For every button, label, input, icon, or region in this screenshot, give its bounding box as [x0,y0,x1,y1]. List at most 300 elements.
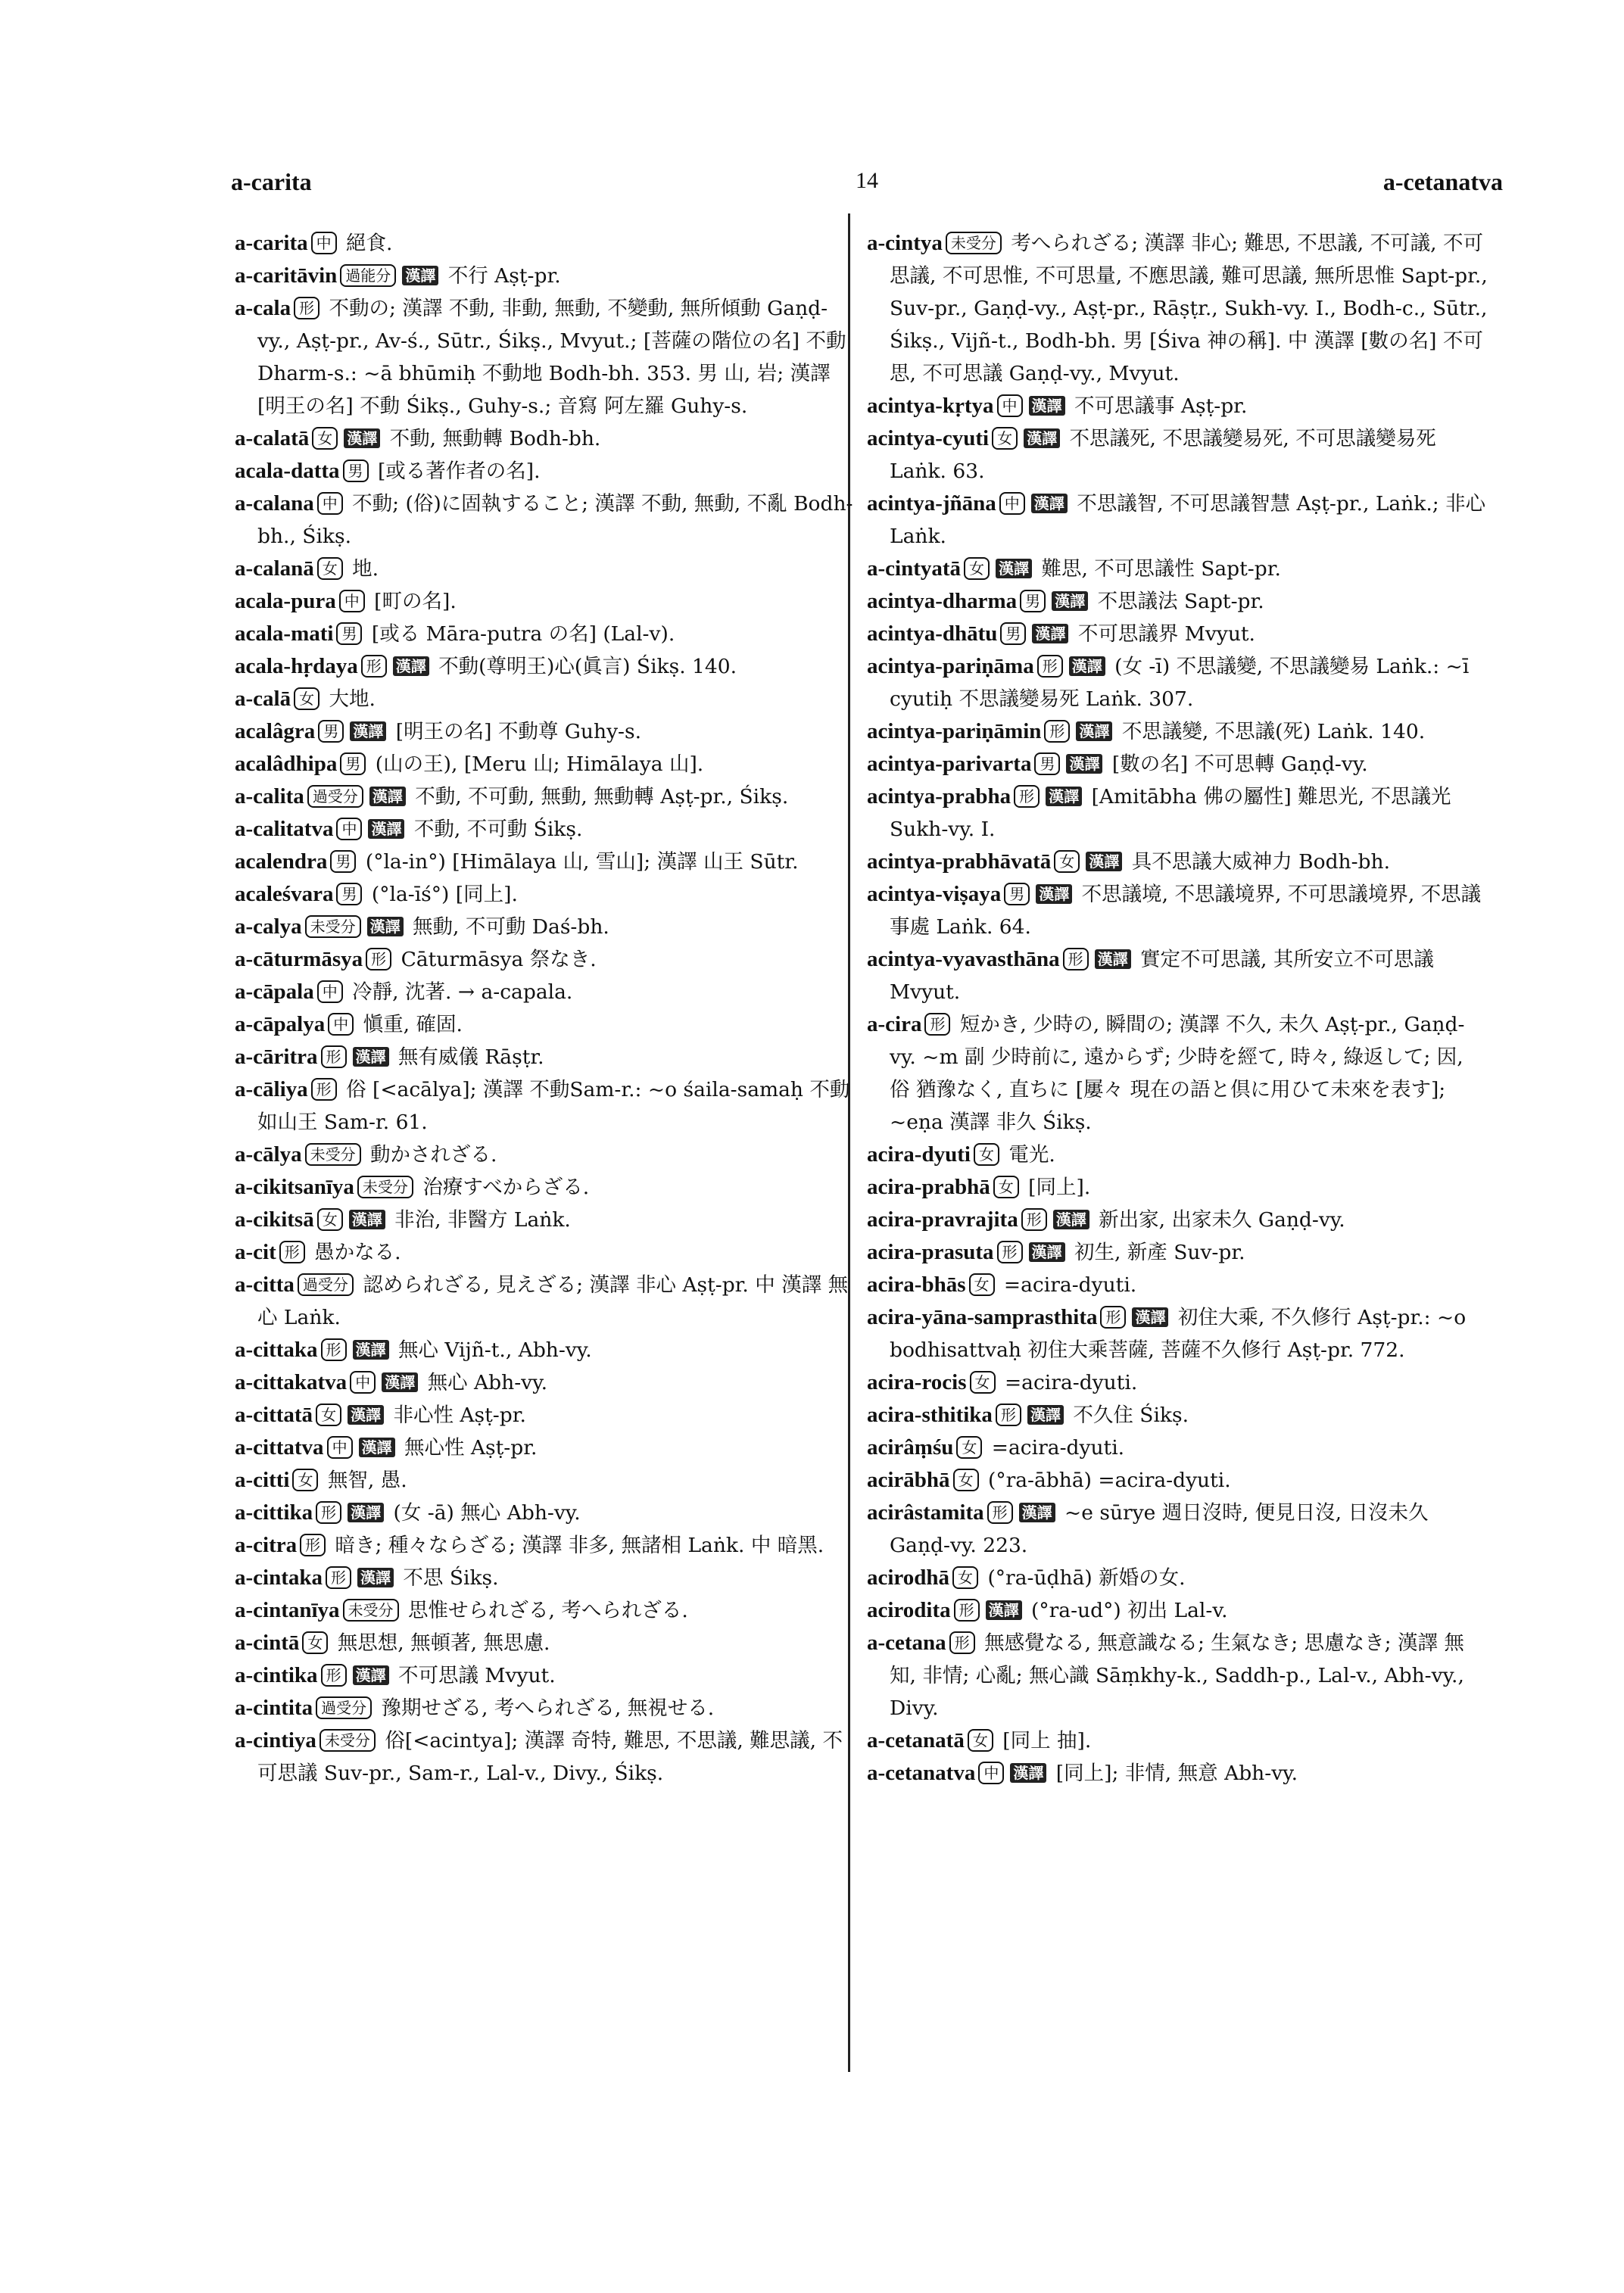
dictionary-entry [235,1139,856,1171]
grammar-marker: 女 [294,687,320,710]
entry-definition: 愼重, 確固. [357,1013,463,1036]
entry-headword: a-cittaka [235,1338,318,1362]
entry-headword: a-cāpalya [235,1012,326,1036]
dictionary-entry [235,553,856,585]
dictionary-entry [235,911,856,943]
entry-definition: 絕食. [339,232,393,255]
entry-definition: 大地. [323,687,376,711]
entry-definition: =acira-dyuti. [985,1436,1125,1460]
dictionary-entry [235,1692,856,1724]
entry-headword: a-citra [235,1533,298,1557]
entry-headword: a-cintanīya [235,1598,340,1622]
entry-definition: [同上]. [1021,1176,1091,1199]
grammar-marker: 中 [317,980,343,1003]
entry-definition: (山の王), [Meru 山; Himālaya 山]. [369,752,704,776]
grammar-marker: 形 [1014,785,1040,808]
entry-definition: (°la-in°) [Himālaya 山, 雪山]; 漢譯 山王 Sūtr. [359,850,799,874]
entry-headword: a-calatā [235,426,310,450]
entry-definition: 不動の; 漢譯 不動, 非動, 無動, 不變動, 無所傾動 Gaṇḍ-vy., Aṣṭ-pr., Av-ś., Sūtr., Śikṣ., Mvyut.; [菩薩の階位の名] 不動 Dharm-s.: ~ā bhūmiḥ 不動地 Bodh-bh. 353. 男 山, 岩; 漢譯 [明王の名] 不動 Śikṣ., Guhy-s.; 音寫 阿左羅 Guhy-s. [257,297,846,418]
entry-headword: a-calita [235,784,304,808]
entry-definition: 不動(尊明王)心(眞言) Śikṣ. 140. [432,655,737,678]
grammar-marker: 女 [969,1273,995,1296]
entry-headword: a-cāliya [235,1077,308,1101]
grammar-marker: 形 [366,948,391,970]
dictionary-entry [235,683,856,715]
dictionary-entry [235,813,856,846]
right-column [867,227,1488,1790]
dictionary-entry [867,553,1488,585]
entry-definition: 認められざる, 見えざる; 漢譯 非心 Aṣṭ-pr. 中 漢譯 無心 Laṅk. [257,1273,849,1329]
dictionary-entry [235,1627,856,1659]
grammar-marker: 未受分 [946,232,1002,254]
dictionary-entry [235,1724,856,1790]
grammar-marker: 形 [321,1338,347,1361]
dictionary-entry [867,748,1488,780]
entry-headword: acirodita [867,1598,951,1622]
entry-definition: 不思議變, 不思議(死) Laṅk. 140. [1115,720,1426,743]
entry-headword: a-cālya [235,1142,302,1167]
entry-headword: acala-pura [235,589,336,613]
dictionary-entry [867,1432,1488,1464]
dictionary-entry [867,780,1488,846]
grammar-marker: 未受分 [357,1176,413,1198]
grammar-marker: 形 [321,1045,347,1068]
dictionary-entry [867,1204,1488,1236]
entry-definition: (°ra-ūḍhā) 新婚の女. [981,1566,1186,1590]
entry-definition: 愚かなる. [307,1241,401,1264]
translation-badge: 漢譯 [348,1503,384,1522]
header-left-guideword: a-carita [231,168,312,195]
entry-definition: 無感覺なる, 無意識なる; 生氣なき; 思慮なき; 漢譯 無知, 非情; 心亂; 無心識 Sāṃkhy-k., Saddh-p., Lal-v., Abh-vy., Divy. [890,1631,1464,1720]
entry-definition: 初住大乘, 不久修行 Aṣṭ-pr.: ~o bodhisattvaḥ 初住大乘菩薩, 菩薩不久修行 Aṣṭ-pr. 772. [890,1306,1467,1362]
dictionary-entry [235,1073,856,1139]
grammar-marker: 過受分 [307,785,363,808]
translation-badge: 漢譯 [986,1600,1022,1620]
grammar-marker: 男 [1000,622,1026,645]
translation-badge: 漢譯 [350,721,386,741]
translation-badge: 漢譯 [1031,494,1068,513]
grammar-marker: 形 [326,1566,351,1589]
translation-badge: 漢譯 [1046,787,1082,806]
dictionary-entry [235,1464,856,1497]
grammar-marker: 男 [336,883,362,905]
entry-headword: a-calitatva [235,817,334,841]
dictionary-entry [235,1594,856,1627]
entry-headword: a-cikitsā [235,1207,314,1232]
entry-headword: a-cikitsanīya [235,1175,354,1199]
dictionary-entry [867,1724,1488,1757]
dictionary-entry [235,260,856,292]
translation-badge: 漢譯 [369,787,406,806]
grammar-marker: 女 [964,557,990,580]
entry-headword: acalâdhipa [235,752,338,776]
grammar-marker: 女 [992,427,1018,450]
entry-definition: [或る Māra-putra の名] (Lal-v). [365,622,675,646]
dictionary-entry [867,227,1488,390]
grammar-marker: 中 [311,232,337,254]
entry-headword: acintya-prabhāvatā [867,849,1052,874]
dictionary-entry [235,1659,856,1692]
grammar-marker: 男 [1020,590,1046,612]
dictionary-entry [867,1464,1488,1497]
grammar-marker: 女 [317,557,343,580]
grammar-marker: 過受分 [298,1273,354,1296]
entry-headword: acintya-dhātu [867,622,998,646]
translation-badge: 漢譯 [359,1438,395,1457]
grammar-marker: 女 [292,1469,318,1491]
entry-definition: 具不思議大威神力 Bodh-bh. [1125,850,1391,874]
grammar-marker: 過能分 [340,264,396,287]
entry-headword: acira-rocis [867,1370,967,1394]
dictionary-entry [235,455,856,488]
entry-definition: 冷靜, 沈著. → a-capala. [345,980,573,1004]
dictionary-entry [235,1399,856,1432]
grammar-marker: 中 [997,394,1023,417]
grammar-marker: 女 [1054,850,1080,873]
grammar-marker: 形 [1100,1306,1126,1329]
grammar-marker: 女 [953,1469,979,1491]
dictionary-entry [867,1497,1488,1562]
entry-definition: [數の名] 不可思轉 Gaṇḍ-vy. [1105,752,1368,776]
entry-definition: 非治, 非醫方 Laṅk. [388,1208,571,1232]
entry-headword: acintya-prabha [867,784,1011,808]
entry-headword: acira-dyuti [867,1142,971,1167]
entry-definition: 動かされざる. [363,1143,497,1167]
entry-definition: 新出家, 出家未久 Gaṇḍ-vy. [1092,1208,1345,1232]
translation-badge: 漢譯 [1053,1210,1089,1229]
dictionary-entry [235,1171,856,1204]
header-right-guideword: a-cetanatva [1382,168,1503,195]
grammar-marker: 女 [302,1631,328,1654]
translation-badge: 漢譯 [1029,396,1065,416]
entry-headword: a-cittakatva [235,1370,348,1394]
entry-definition: 不可思議事 Aṣṭ-pr. [1068,394,1248,418]
grammar-marker: 形 [924,1013,950,1036]
grammar-marker: 男 [318,720,344,743]
translation-badge: 漢譯 [1027,1405,1064,1425]
translation-badge: 漢譯 [402,266,438,285]
entry-headword: acira-prasuta [867,1240,994,1264]
entry-definition: 無智, 愚. [321,1469,407,1492]
grammar-marker: 過受分 [316,1696,372,1719]
entry-definition: ~e sūrye 週日沒時, 便見日沒, 日沒未久 Gaṇḍ-vy. 223. [890,1501,1429,1557]
dictionary-entry [867,878,1488,943]
grammar-marker: 形 [1037,655,1063,678]
entry-definition: 不動, 不可動 Śikṣ. [407,818,583,841]
grammar-marker: 形 [1021,1208,1047,1231]
dictionary-entry [235,488,856,553]
entry-definition: 電光. [1002,1143,1055,1167]
translation-badge: 漢譯 [349,1210,385,1229]
translation-badge: 漢譯 [357,1568,394,1587]
entry-definition: (°ra-ābhā) =acira-dyuti. [981,1469,1231,1492]
entry-definition: 不動; (俗)に固執すること; 漢譯 不動, 無動, 不亂 Bodh-bh., Śikṣ. [257,492,853,548]
translation-badge: 漢譯 [1076,721,1112,741]
grammar-marker: 未受分 [343,1599,399,1622]
entry-headword: acira-bhās [867,1273,966,1297]
dictionary-entry [867,1269,1488,1301]
translation-badge: 漢譯 [382,1372,418,1392]
dictionary-entry [867,1562,1488,1594]
grammar-marker: 形 [1044,720,1070,743]
entry-headword: acintya-parivarta [867,752,1032,776]
translation-badge: 漢譯 [1086,852,1122,871]
entry-definition: 難思, 不可思議性 Sapt-pr. [1035,557,1281,581]
dictionary-entry [867,585,1488,618]
dictionary-entry [235,976,856,1008]
dictionary-entry [235,1432,856,1464]
grammar-marker: 形 [321,1664,347,1687]
entry-definition: 無心 Vijñ-t., Abh-vy. [391,1338,592,1362]
entry-definition: 無心 Abh-vy. [421,1371,548,1394]
dictionary-entry [867,846,1488,878]
dictionary-entry [235,650,856,683]
translation-badge: 漢譯 [1029,1242,1065,1262]
grammar-marker: 形 [1063,948,1089,970]
grammar-marker: 女 [317,1208,343,1231]
translation-badge: 漢譯 [1066,754,1102,774]
entry-headword: a-caritāvin [235,263,338,288]
entry-definition: 初生, 新產 Suv-pr. [1068,1241,1245,1264]
grammar-marker: 女 [968,1729,993,1752]
dictionary-entry [867,618,1488,650]
translation-badge: 漢譯 [353,1047,389,1067]
entry-definition: (女 -ā) 無心 Abh-vy. [387,1501,581,1525]
entry-definition: [同上]; 非情, 無意 Abh-vy. [1049,1762,1298,1785]
translation-badge: 漢譯 [1132,1307,1168,1327]
entry-definition: =acira-dyuti. [997,1273,1137,1297]
dictionary-entry [867,1171,1488,1204]
dictionary-entry [235,780,856,813]
translation-badge: 漢譯 [344,428,380,448]
entry-definition: =acira-dyuti. [998,1371,1138,1394]
grammar-marker: 形 [311,1078,337,1101]
entry-headword: a-cintyatā [867,556,962,581]
entry-headword: a-cāritra [235,1045,318,1069]
grammar-marker: 中 [328,1013,354,1036]
entry-definition: 非心性 Aṣṭ-pr. [387,1404,526,1427]
grammar-marker: 中 [317,492,343,515]
entry-headword: acintya-viṣaya [867,882,1002,906]
grammar-marker: 中 [978,1762,1004,1784]
entry-definition: 不思議法 Sapt-pr. [1091,590,1264,613]
translation-badge: 漢譯 [1010,1763,1046,1783]
entry-headword: acintya-pariṇāmin [867,719,1042,743]
grammar-marker: 形 [300,1534,326,1556]
entry-headword: a-cetana [867,1631,946,1655]
grammar-marker: 中 [339,590,365,612]
entry-headword: acalâgra [235,719,316,743]
grammar-marker: 形 [954,1599,980,1622]
entry-definition: 地. [345,557,379,581]
translation-badge: 漢譯 [1032,624,1068,643]
grammar-marker: 男 [1034,752,1060,775]
entry-definition: 無有威儀 Rāṣṭr. [391,1045,544,1069]
entry-definition: 不動, 不可動, 無動, 無動轉 Aṣṭ-pr., Śikṣ. [408,785,789,808]
grammar-marker: 形 [949,1631,975,1654]
grammar-marker: 未受分 [305,915,361,938]
entry-definition: 不動, 無動轉 Bodh-bh. [383,427,601,450]
translation-badge: 漢譯 [1052,591,1088,611]
entry-definition: [或る著作者の名]. [371,460,541,483]
translation-badge: 漢譯 [1036,884,1072,904]
entry-definition: (女 -ī) 不思議變, 不思議變易 Laṅk.: ~ī cyutiḥ 不思議變易死 Laṅk. 307. [890,655,1470,711]
entry-headword: acintya-dharma [867,589,1018,613]
entry-headword: a-cetanatva [867,1761,976,1785]
entry-headword: a-cetanatā [867,1728,965,1752]
dictionary-entry [235,748,856,780]
translation-badge: 漢譯 [348,1405,384,1425]
page-number: 14 [856,168,878,193]
dictionary-entry [867,1399,1488,1432]
entry-headword: acintya-jñāna [867,491,996,516]
grammar-marker: 男 [330,850,356,873]
entry-headword: a-cāpala [235,980,314,1004]
grammar-marker: 形 [996,1404,1021,1426]
dictionary-entry [235,1562,856,1594]
grammar-marker: 女 [316,1404,341,1426]
translation-badge: 漢譯 [996,559,1032,578]
entry-headword: acintya-vyavasthāna [867,947,1060,971]
grammar-marker: 男 [340,752,366,775]
entry-definition: [明王の名] 不動尊 Guhy-s. [389,720,642,743]
entry-headword: acirābhā [867,1468,950,1492]
entry-headword: acalendra [235,849,328,874]
entry-definition: 不思議死, 不思議變易死, 不可思議變易死 Laṅk. 63. [890,427,1436,483]
dictionary-entry [235,1334,856,1366]
grammar-marker: 女 [993,1176,1019,1198]
dictionary-entry [867,650,1488,715]
dictionary-entry [235,1366,856,1399]
grammar-marker: 男 [343,460,369,482]
entry-headword: a-cintya [867,231,943,255]
entry-definition: 無動, 不可動 Daś-bh. [406,915,609,939]
grammar-marker: 女 [970,1371,996,1394]
dictionary-entry [867,488,1488,553]
dictionary-entry [867,1627,1488,1724]
translation-badge: 漢譯 [353,1340,389,1360]
dictionary-entry [235,846,856,878]
dictionary-entry [867,1236,1488,1269]
entry-headword: a-cāturmāsya [235,947,363,971]
entry-headword: a-calā [235,687,291,711]
translation-badge: 漢譯 [1069,656,1105,676]
entry-definition: 治療すべからざる. [416,1176,590,1199]
entry-headword: a-citti [235,1468,290,1492]
entry-headword: a-citta [235,1273,295,1297]
dictionary-entry [235,943,856,976]
grammar-marker: 形 [316,1501,341,1524]
grammar-marker: 形 [997,1241,1023,1263]
grammar-marker: 男 [336,622,362,645]
entry-headword: acintya-cyuti [867,426,990,450]
entry-definition: 俗[<acintya]; 漢譯 奇特, 難思, 不思議, 難思議, 不可思議 Suv-pr., Sam-r., Lal-v., Divy., Śikṣ. [257,1729,843,1785]
entry-definition: 不思議境, 不思議境界, 不可思議境界, 不思議事處 Laṅk. 64. [890,883,1482,939]
page-header [231,168,1503,206]
entry-headword: acira-yāna-samprasthita [867,1305,1098,1329]
dictionary-entry [867,1139,1488,1171]
grammar-marker: 形 [279,1241,305,1263]
dictionary-entry [235,1236,856,1269]
dictionary-entry [235,292,856,422]
entry-headword: a-calanā [235,556,314,581]
grammar-marker: 形 [361,655,387,678]
entry-headword: a-cira [867,1012,922,1036]
grammar-marker: 中 [350,1371,376,1394]
dictionary-entry [867,1366,1488,1399]
entry-headword: a-cittatva [235,1435,324,1460]
grammar-marker: 中 [327,1436,353,1459]
entry-headword: a-cintika [235,1663,318,1687]
grammar-marker: 中 [336,818,362,840]
entry-definition: 不可思議界 Mvyut. [1071,622,1255,646]
grammar-marker: 形 [294,297,320,319]
entry-definition: 不久住 Śikṣ. [1066,1404,1189,1427]
entry-definition: 短かき, 少時の, 瞬間の; 漢譯 不久, 未久 Aṣṭ-pr., Gaṇḍ-vy. ~m 副 少時前に, 遠からず; 少時を經て, 時々, 綠返して; 因, 俗 猶豫なく, 直ちに [屢々 現在の語と倶に用ひて未來を表す]; ~eṇa 漢譯 非久 Śikṣ. [890,1013,1465,1134]
entry-headword: acirâṃśu [867,1435,954,1460]
entry-definition: 不行 Aṣṭ-pr. [441,264,561,288]
dictionary-entry [235,1008,856,1041]
grammar-marker: 未受分 [305,1143,361,1166]
entry-definition: [町の名]. [367,590,457,613]
dictionary-entry [867,943,1488,1008]
entry-headword: acala-hṛdaya [235,654,358,678]
dictionary-entry [235,585,856,618]
entry-headword: a-carita [235,231,308,255]
entry-headword: acira-prabhā [867,1175,990,1199]
entry-headword: a-calana [235,491,314,516]
dictionary-entry [867,1301,1488,1366]
translation-badge: 漢譯 [367,917,404,936]
translation-badge: 漢譯 [1024,428,1060,448]
grammar-marker: 形 [987,1501,1013,1524]
entry-definition: [同上 抽]. [996,1729,1092,1752]
entry-headword: a-cittika [235,1500,313,1525]
entry-definition: 無心性 Aṣṭ-pr. [397,1436,538,1460]
dictionary-entry [235,1041,856,1073]
entry-headword: acala-datta [235,459,340,483]
entry-headword: a-cittatā [235,1403,313,1427]
entry-headword: a-cintiya [235,1728,316,1752]
entry-definition: 實定不可思議, 其所安立不可思議 Mvyut. [890,948,1434,1004]
dictionary-entry [235,1269,856,1334]
translation-badge: 漢譯 [368,819,404,839]
dictionary-entry [235,422,856,455]
translation-badge: 漢譯 [1095,949,1131,969]
entry-headword: a-cala [235,296,291,320]
dictionary-entry [235,1204,856,1236]
entry-headword: acira-pravrajita [867,1207,1018,1232]
dictionary-entry [867,1757,1488,1790]
grammar-marker: 女 [974,1143,999,1166]
grammar-marker: 女 [312,427,338,450]
left-column [235,227,856,1790]
entry-headword: a-cintā [235,1631,300,1655]
dictionary-entry [235,878,856,911]
dictionary-entry [235,1497,856,1529]
entry-headword: a-calya [235,914,302,939]
entry-headword: a-cit [235,1240,276,1264]
entry-headword: acaleśvara [235,882,334,906]
entry-definition: 不思 Śikṣ. [397,1566,499,1590]
entry-headword: acala-mati [235,622,334,646]
entry-definition: 不思議智, 不可思議智慧 Aṣṭ-pr., Laṅk.; 非心 Laṅk. [890,492,1486,548]
entry-definition: 無思想, 無頓著, 無思慮. [331,1631,550,1655]
entry-headword: a-cintita [235,1696,313,1720]
dictionary-entry [867,390,1488,422]
dictionary-entry [235,715,856,748]
entry-headword: acintya-kṛtya [867,394,994,418]
